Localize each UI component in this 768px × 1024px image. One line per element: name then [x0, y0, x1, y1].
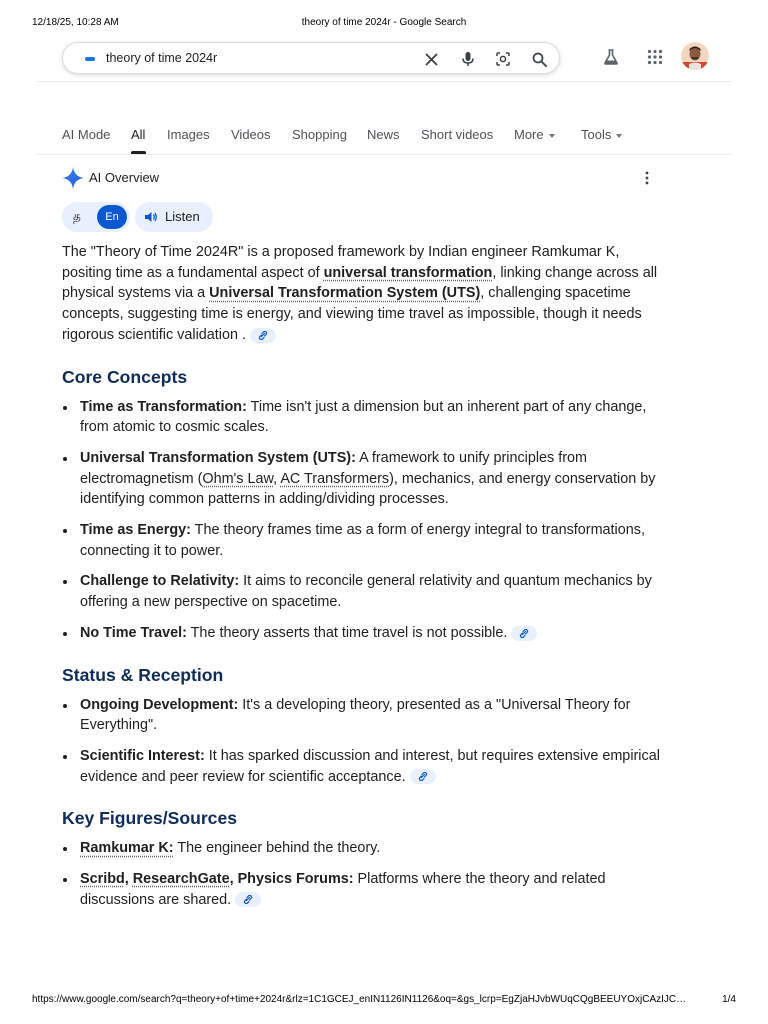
source-link-chip[interactable] [410, 769, 436, 784]
item-term: Universal Transformation System (UTS): [80, 449, 356, 466]
close-icon[interactable] [421, 49, 441, 69]
item-text: The engineer behind the theory. [173, 840, 381, 857]
lens-camera-icon[interactable] [493, 49, 513, 69]
item-term: , Physics Forums: [229, 871, 354, 888]
intro-text-3: , challenging spacetime concepts, suggesting time is energy, and viewing time travel as impossible, though it needs rigorous scientific validation . [62, 285, 642, 343]
list-item [62, 746, 662, 787]
status-list [62, 695, 662, 788]
listen-button[interactable] [135, 202, 213, 232]
microphone-icon[interactable] [458, 49, 478, 69]
list-item [62, 623, 662, 644]
item-text: It has sparked discussion and interest, but requires extensive empirical evidence and peer review for scientific acceptance. [80, 747, 660, 785]
link-ohms-law[interactable]: Ohm's Law [202, 470, 274, 487]
header-divider [37, 81, 732, 82]
item-text: Time isn't just a dimension but an inherent part of any change, from atomic to cosmic scales. [80, 398, 647, 436]
list-item [62, 869, 662, 910]
intro-text-1: The "Theory of Time 2024R" is a proposed framework by Indian engineer Ramkumar K, positing time as a fundamental aspect of [62, 244, 620, 281]
tab-tools-label: Tools [581, 127, 612, 142]
source-link-chip[interactable] [250, 328, 276, 343]
tab-more-label: More [514, 127, 544, 142]
source-link-chip[interactable] [511, 626, 537, 641]
link-universal-transformation[interactable]: universal transformation [323, 264, 493, 281]
gemini-sparkle-icon [62, 167, 84, 189]
link-ramkumar-k[interactable]: Ramkumar K: [80, 840, 174, 857]
print-header [32, 17, 736, 31]
ai-overview-body [62, 242, 662, 920]
search-icon[interactable] [529, 49, 549, 69]
language-toggle [62, 202, 130, 232]
lang-tamil-button[interactable]: த [73, 209, 81, 223]
item-text: It's a developing theory, presented as a "Universal Theory for Everything". [80, 696, 631, 734]
link-icon [258, 331, 268, 340]
item-text: ), mechanics, and energy conservation by identifying common patterns in adding/dividing processes. [80, 470, 656, 508]
ai-overview-label: AI Overview [89, 170, 160, 185]
more-options-icon[interactable] [637, 168, 657, 188]
tab-tools[interactable] [581, 127, 622, 142]
flask-icon[interactable] [599, 45, 623, 69]
print-url: https://www.google.com/search?q=theory+of+time+2024r&rlz=1C1GCEJ_enIN1126IN1126&oq=&gs_lcrp=EgZjaHJvbWUqCQgBEEUYOxjCAzIJC… [32, 994, 687, 1005]
print-date: 12/18/25, 10:28 AM [32, 17, 119, 28]
item-term: , [124, 871, 133, 888]
link-scribd[interactable]: Scribd [80, 871, 125, 888]
list-item [62, 397, 662, 438]
item-text: The theory frames time as a form of energy integral to transformations, connecting it to power. [80, 522, 645, 559]
tabs-divider [37, 154, 732, 155]
tab-videos[interactable]: Videos [231, 127, 271, 142]
item-text: The theory asserts that time travel is not possible. [186, 624, 508, 641]
list-item [62, 520, 662, 561]
speaker-icon [144, 210, 158, 224]
item-term: No Time Travel: [80, 624, 187, 641]
list-item [62, 571, 662, 612]
print-page-number: 1/4 [722, 994, 736, 1005]
link-icon [418, 772, 428, 781]
list-item [62, 695, 662, 736]
avatar[interactable] [681, 42, 709, 70]
print-title: theory of time 2024r - Google Search [301, 17, 467, 28]
intro-text-2: , linking change across all physical systems via a [62, 264, 658, 302]
section-heading-core: Core Concepts [62, 366, 188, 387]
link-icon [519, 629, 529, 638]
item-text: A framework to unify principles from electromagnetism ( [80, 449, 588, 487]
tab-news[interactable]: News [367, 127, 400, 142]
item-text: , [273, 470, 281, 487]
tab-more[interactable] [514, 127, 555, 142]
item-text: It aims to reconcile general relativity and quantum mechanics by offering a new perspective on spacetime. [80, 573, 652, 611]
source-link-chip[interactable] [235, 892, 261, 907]
print-footer [32, 994, 736, 1008]
figures-list [62, 838, 662, 910]
listen-label: Listen [165, 209, 200, 224]
lang-english-button[interactable]: En [97, 205, 127, 229]
intro-paragraph [62, 242, 662, 346]
link-ac-transformers[interactable]: AC Transformers [280, 470, 390, 487]
apps-grid-icon[interactable] [643, 45, 667, 69]
list-item [62, 448, 662, 510]
item-text: Platforms where the theory and related discussions are shared. [80, 871, 606, 908]
link-icon [243, 895, 253, 904]
search-input[interactable]: theory of time 2024r [106, 51, 218, 65]
item-term: Time as Energy: [80, 522, 191, 539]
tab-all[interactable]: All [131, 127, 146, 142]
core-concepts-list [62, 397, 662, 644]
item-term: Scientific Interest: [80, 747, 205, 764]
tab-images[interactable]: Images [167, 127, 210, 142]
item-term: Time as Transformation: [80, 398, 247, 415]
item-term: Challenge to Relativity: [80, 573, 240, 590]
tab-shopping[interactable]: Shopping [292, 127, 347, 142]
item-term: Ongoing Development: [80, 696, 239, 713]
tab-ai-mode[interactable]: AI Mode [62, 127, 111, 142]
link-researchgate[interactable]: ResearchGate [132, 871, 230, 888]
list-item [62, 838, 662, 859]
chevron-down-icon [549, 134, 555, 138]
section-heading-figures: Key Figures/Sources [62, 808, 238, 829]
chevron-down-icon [616, 134, 622, 138]
search-box[interactable] [62, 42, 560, 74]
tab-short-videos[interactable]: Short videos [421, 127, 494, 142]
google-mark-icon [85, 57, 95, 61]
section-heading-status: Status & Reception [62, 664, 224, 685]
link-uts[interactable]: Universal Transformation System (UTS) [209, 285, 481, 302]
